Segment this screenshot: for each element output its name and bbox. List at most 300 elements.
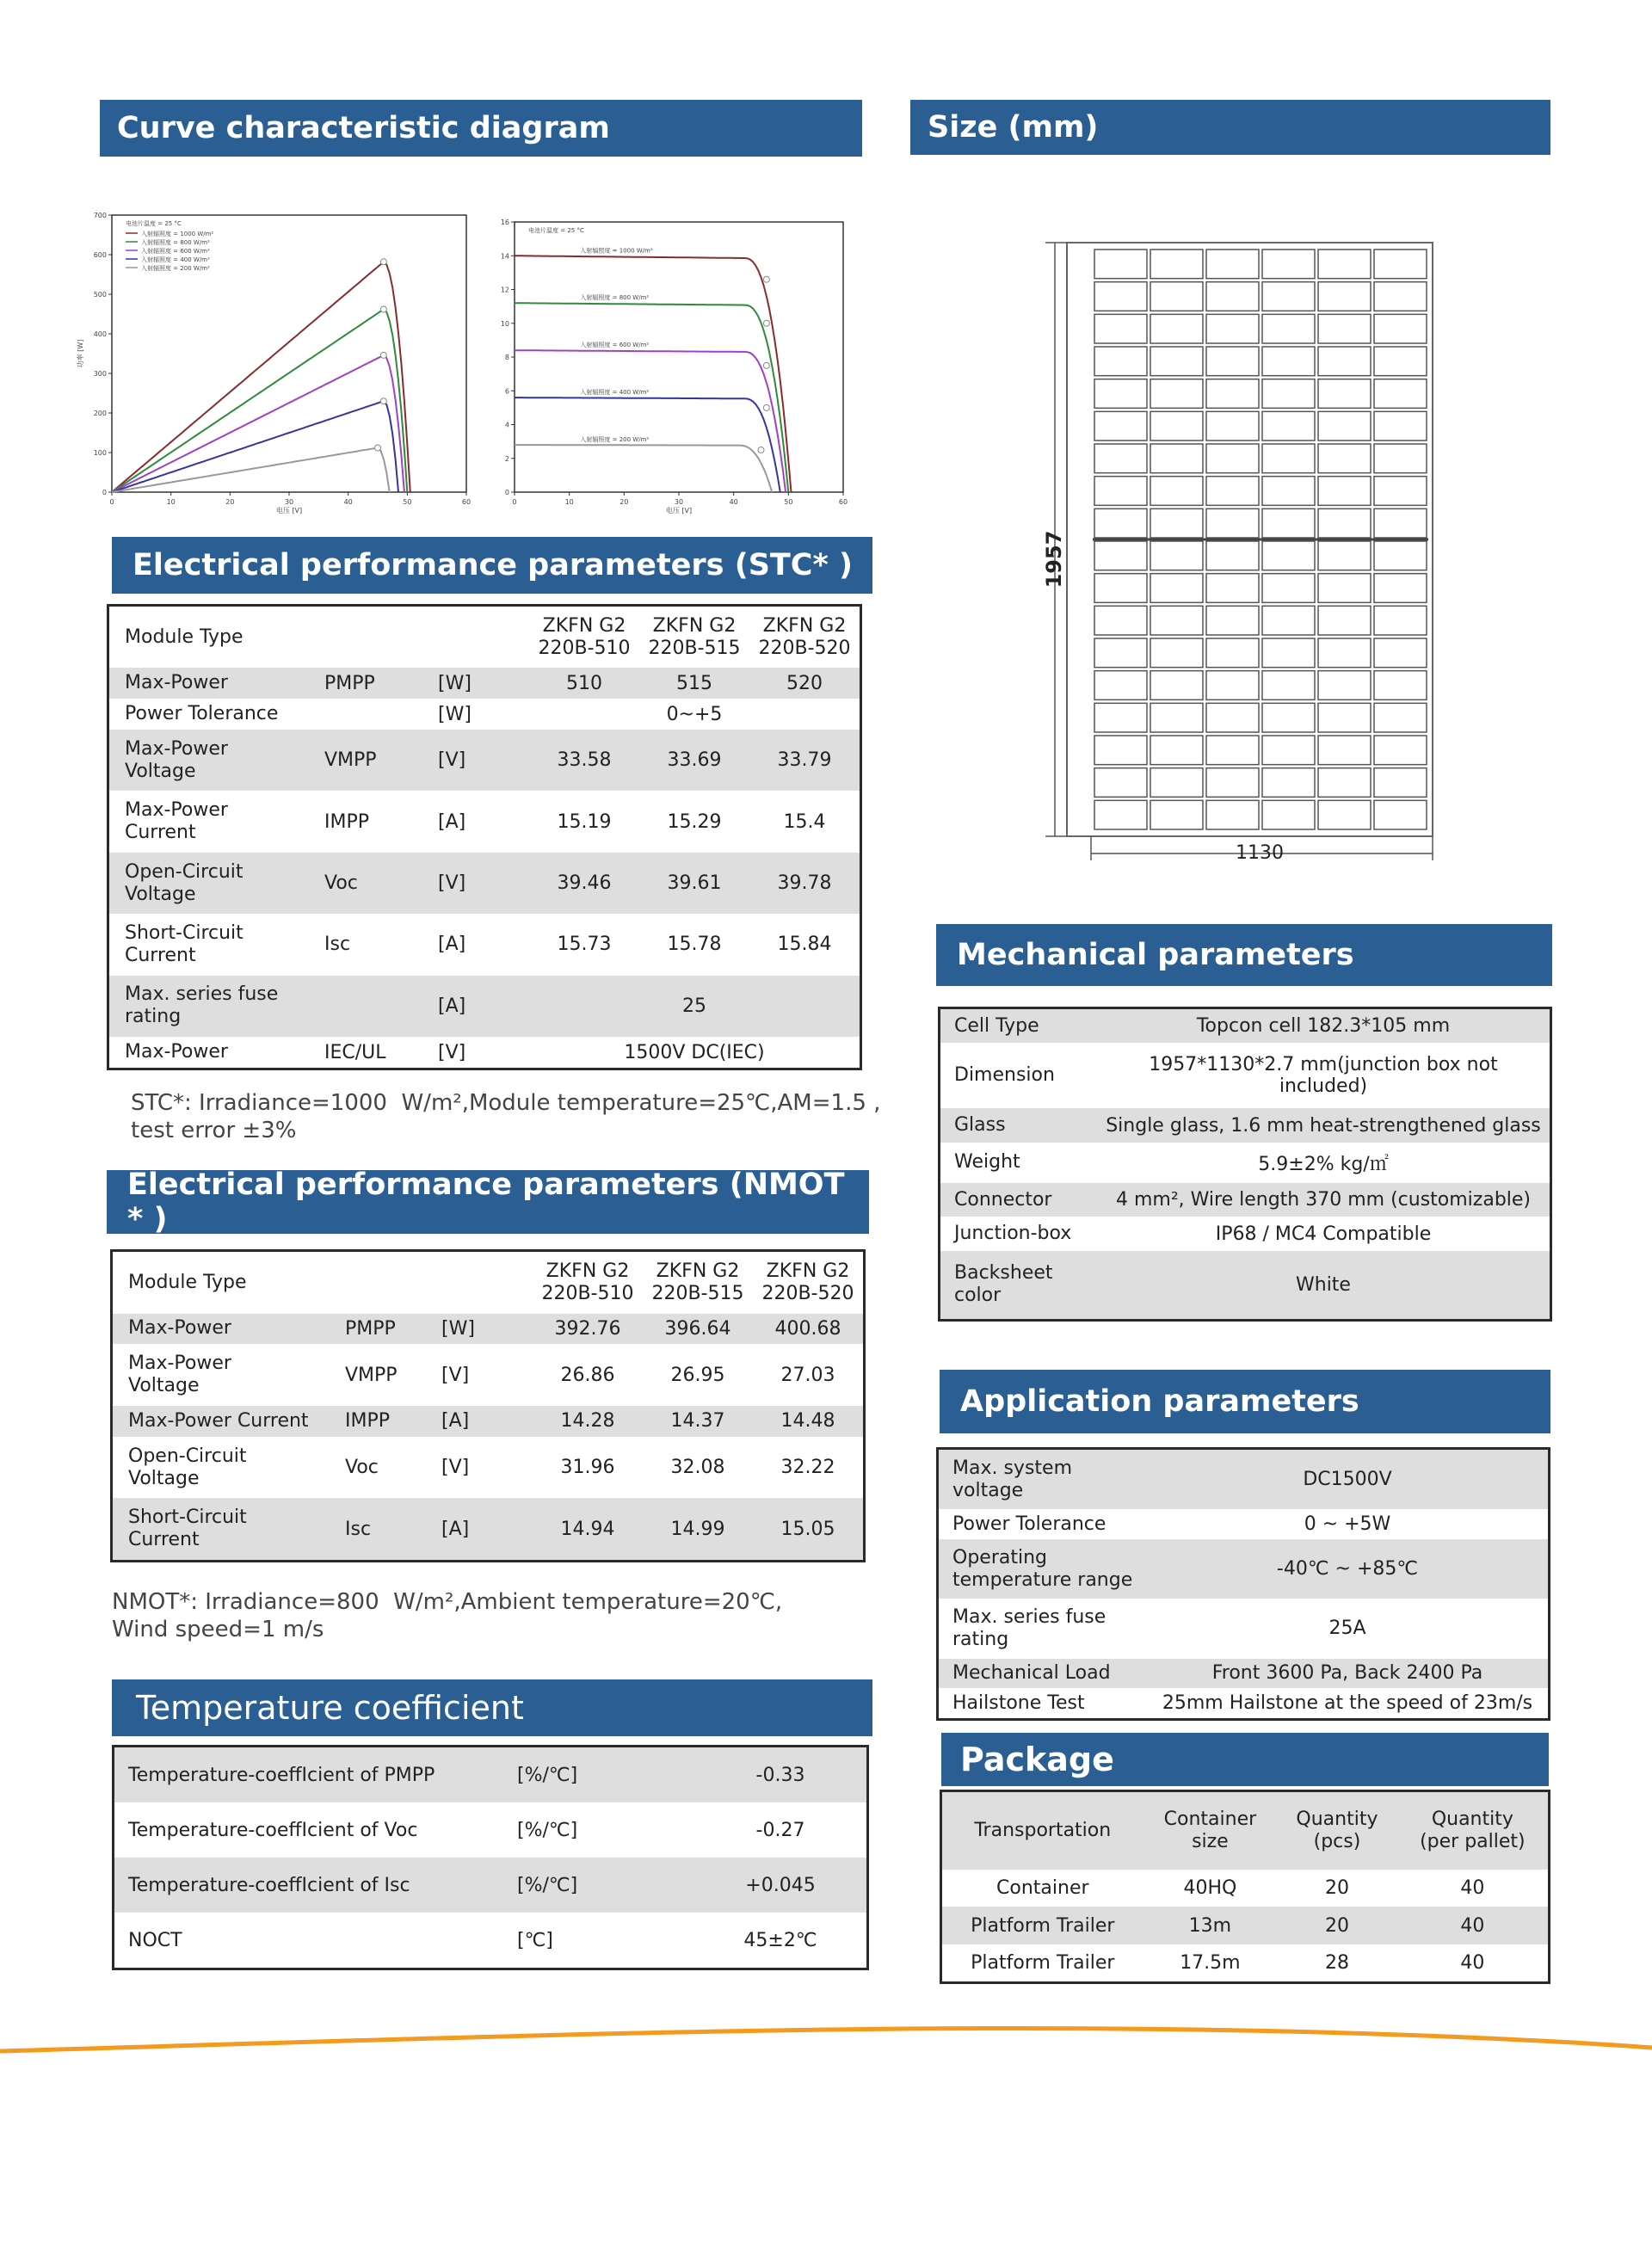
nmot-note: NMOT*: Irradiance=800 W/m²,Ambient temperature=20℃, Wind speed=1 m/s — [112, 1589, 783, 1642]
panel-cell — [1318, 477, 1371, 506]
param-name: Short-Circuit Current — [125, 921, 243, 966]
curve-title: Curve characteristic diagram — [117, 111, 610, 145]
panel-cell — [1318, 638, 1371, 668]
app-param-value: 0 ~ +5W — [1304, 1513, 1391, 1536]
param-value: 15.84 — [777, 934, 832, 956]
table-header-row — [109, 607, 860, 668]
pkg-cell: 13m — [1188, 1914, 1232, 1937]
panel-cell — [1262, 379, 1315, 409]
table-row — [113, 1437, 863, 1499]
panel-cell — [1094, 800, 1147, 829]
y-tick-label: 16 — [500, 219, 509, 226]
pkg-cell: 40HQ — [1183, 1877, 1237, 1900]
param-value: 396.64 — [664, 1317, 731, 1340]
pkg-cell: 40 — [1460, 1877, 1485, 1900]
panel-cell — [1150, 347, 1203, 376]
temp-param-value: +0.045 — [745, 1874, 816, 1896]
mech-param-value: 5.9±2% kg/㎡ — [1258, 1153, 1389, 1175]
table-row — [113, 1406, 863, 1437]
table-row — [114, 1747, 866, 1802]
panel-cell — [1150, 508, 1203, 538]
param-symbol: IEC/UL — [324, 1041, 386, 1063]
panel-cell — [1318, 768, 1371, 798]
temp-param-name: Temperature-coeffIcient of PMPP — [128, 1764, 435, 1786]
panel-cell — [1094, 671, 1147, 700]
table-row — [109, 730, 860, 791]
panel-cell — [1206, 282, 1259, 311]
y-tick-label: 12 — [500, 286, 509, 294]
table-row — [114, 1802, 866, 1858]
header-model: ZKFN G2 220B-520 — [758, 614, 851, 659]
panel-cell — [1374, 444, 1427, 473]
legend-entry: 入射辐照度 = 400 W/m² — [141, 256, 210, 263]
table-row — [109, 1037, 860, 1068]
panel-cell — [1094, 250, 1147, 279]
param-unit: [W] — [441, 1317, 475, 1340]
pkg-cell: 40 — [1460, 1951, 1485, 1974]
mech-param-value: Topcon cell 182.3*105 mm — [1196, 1015, 1451, 1038]
param-unit: [V] — [438, 749, 466, 772]
panel-cell — [1094, 768, 1147, 798]
app-param-name: Mechanical Load — [952, 1661, 1111, 1684]
header-label: Module Type — [128, 1272, 247, 1294]
param-value: 15.4 — [783, 810, 826, 833]
param-unit: [A] — [441, 1518, 470, 1540]
panel-cell — [1374, 379, 1427, 409]
mpp-point — [763, 362, 769, 368]
param-value: 515 — [676, 672, 712, 694]
plot-area — [515, 222, 843, 492]
param-symbol: Voc — [345, 1457, 379, 1479]
curve-label: 入射辐照度 = 600 W/m² — [580, 342, 650, 349]
panel-cell — [1262, 282, 1315, 311]
header-label: Module Type — [125, 626, 243, 649]
param-value: 510 — [566, 672, 602, 694]
panel-cell — [1150, 250, 1203, 279]
param-value: 15.78 — [667, 934, 722, 956]
y-tick-label: 400 — [93, 330, 107, 338]
table-row — [942, 1907, 1548, 1944]
panel-cell — [1150, 606, 1203, 635]
app-param-name: Power Tolerance — [952, 1513, 1106, 1535]
app-param-value: 25A — [1328, 1618, 1366, 1640]
y-tick-label: 100 — [93, 449, 107, 457]
x-tick-label: 10 — [166, 498, 176, 506]
panel-cell — [1150, 671, 1203, 700]
panel-cell — [1262, 347, 1315, 376]
table-row — [940, 1217, 1550, 1250]
mpp-point — [380, 352, 386, 358]
panel-cell — [1206, 606, 1259, 635]
panel-cell — [1206, 638, 1259, 668]
panel-cell — [1262, 768, 1315, 798]
panel-cell — [1206, 477, 1259, 506]
header-unit — [433, 607, 529, 668]
param-name: Max-Power Voltage — [128, 1353, 231, 1397]
param-value: 15.73 — [557, 934, 612, 956]
param-name: Max-Power — [125, 1041, 228, 1063]
table-row — [113, 1344, 863, 1406]
panel-cell — [1094, 638, 1147, 668]
param-symbol: IMPP — [345, 1410, 391, 1433]
param-value: 400.68 — [774, 1317, 841, 1340]
param-value: 27.03 — [780, 1364, 835, 1386]
height-dimension-label: 1957 — [1042, 530, 1066, 588]
table-row — [942, 1944, 1548, 1981]
mech-param-value: 1957*1130*2.7 mm(junction box not included) — [1149, 1054, 1498, 1098]
panel-cell — [1262, 606, 1315, 635]
param-name: Open-Circuit Voltage — [125, 860, 243, 905]
curve-label: 入射辐照度 = 400 W/m² — [580, 389, 650, 397]
table-row — [940, 1251, 1550, 1319]
panel-cell — [1374, 411, 1427, 441]
panel-cell — [1094, 411, 1147, 441]
param-unit: [A] — [438, 810, 466, 833]
table-row — [109, 668, 860, 699]
pkg-header-cell: Quantity (pcs) — [1296, 1809, 1378, 1853]
param-symbol: Isc — [324, 934, 351, 956]
param-value: 39.46 — [557, 872, 612, 895]
temp-param-unit: [%/℃] — [517, 1874, 578, 1896]
panel-cell — [1206, 703, 1259, 732]
panel-cell — [1318, 574, 1371, 603]
y-tick-label: 500 — [93, 291, 107, 299]
header-sym — [340, 1252, 436, 1314]
mpp-point — [763, 404, 769, 410]
param-unit: [A] — [438, 995, 466, 1017]
pkg-table — [940, 1790, 1550, 1984]
param-value: 26.86 — [560, 1364, 615, 1386]
panel-cell — [1206, 541, 1259, 570]
table-header-row — [113, 1252, 863, 1314]
panel-cell — [1374, 541, 1427, 570]
pkg-cell: 20 — [1324, 1877, 1349, 1900]
panel-cell — [1206, 671, 1259, 700]
panel-cell — [1262, 671, 1315, 700]
header-model: ZKFN G2 220B-510 — [538, 614, 631, 659]
pkg-title: Package — [960, 1741, 1114, 1778]
param-value: 14.28 — [560, 1410, 615, 1433]
panel-cell — [1318, 703, 1371, 732]
panel-cell — [1262, 444, 1315, 473]
panel-cell — [1262, 574, 1315, 603]
param-value: 33.58 — [557, 749, 612, 772]
param-name: Max-Power Current — [125, 799, 228, 844]
param-symbol: Isc — [345, 1518, 372, 1540]
table-row — [114, 1913, 866, 1968]
table-row — [939, 1450, 1548, 1509]
y-tick-label: 200 — [93, 410, 107, 417]
mpp-point — [758, 447, 764, 453]
table-row — [939, 1599, 1548, 1658]
panel-cell — [1262, 411, 1315, 441]
param-unit: [V] — [441, 1457, 470, 1479]
param-value: 15.19 — [557, 810, 612, 833]
param-name: Max-Power — [128, 1317, 231, 1340]
panel-cell — [1318, 800, 1371, 829]
header-model: ZKFN G2 220B-515 — [648, 614, 741, 659]
table-row — [940, 1143, 1550, 1183]
pkg-header-cell: Transportation — [974, 1820, 1112, 1842]
panel-cell — [1206, 736, 1259, 765]
app-param-name: Max. series fuse rating — [952, 1605, 1106, 1650]
y-tick-label: 0 — [102, 489, 107, 496]
size-title: Size (mm) — [928, 110, 1099, 145]
panel-cell — [1262, 477, 1315, 506]
table-row — [939, 1509, 1548, 1539]
app-param-name: Max. system voltage — [952, 1457, 1073, 1501]
y-tick-label: 2 — [504, 454, 509, 463]
panel-cell — [1094, 736, 1147, 765]
panel-cell — [1094, 541, 1147, 570]
panel-cell — [1094, 282, 1147, 311]
y-tick-label: 700 — [93, 212, 107, 219]
panel-cell — [1094, 508, 1147, 538]
legend-title: 电池片温度 = 25 °C — [126, 220, 182, 227]
temp-param-unit: [℃] — [517, 1929, 553, 1951]
table-row — [940, 1183, 1550, 1217]
x-axis-label: 电压 [V] — [665, 507, 693, 515]
iv-curve-chart — [475, 213, 848, 516]
panel-cell — [1374, 250, 1427, 279]
panel-cell — [1206, 508, 1259, 538]
param-value: 520 — [786, 672, 823, 694]
x-tick-label: 50 — [784, 498, 793, 506]
param-symbol: IMPP — [324, 810, 370, 833]
panel-cell — [1206, 768, 1259, 798]
mech-param-name: Junction-box — [954, 1223, 1072, 1245]
header-unit — [436, 1252, 533, 1314]
stc-note: STC*: Irradiance=1000 W/m²,Module temperature=25℃,AM=1.5 , test error ±3% — [131, 1090, 881, 1143]
panel-cell — [1150, 541, 1203, 570]
y-tick-label: 10 — [500, 319, 509, 328]
mpp-point — [380, 398, 386, 404]
param-symbol: VMPP — [345, 1364, 398, 1386]
param-value: 14.37 — [670, 1410, 725, 1433]
panel-cell — [1318, 250, 1371, 279]
panel-cell — [1150, 444, 1203, 473]
panel-cell — [1094, 314, 1147, 343]
decorative-wave — [0, 2013, 1652, 2065]
legend-entry: 入射辐照度 = 1000 W/m² — [141, 231, 214, 237]
param-value: 0~+5 — [666, 703, 723, 725]
param-value: 33.69 — [667, 749, 722, 772]
table-row — [113, 1314, 863, 1345]
param-name: Max-Power — [125, 672, 228, 694]
table-row — [109, 699, 860, 730]
panel-cell — [1374, 800, 1427, 829]
table-row — [940, 1043, 1550, 1108]
mech-table — [938, 1007, 1552, 1322]
mech-param-name: Dimension — [954, 1064, 1055, 1087]
x-tick-label: 0 — [512, 498, 517, 506]
x-tick-label: 20 — [620, 498, 629, 506]
panel-cell — [1206, 574, 1259, 603]
panel-cell — [1094, 444, 1147, 473]
param-value: 392.76 — [554, 1317, 621, 1340]
panel-cell — [1094, 347, 1147, 376]
mech-title: Mechanical parameters — [957, 938, 1354, 972]
param-unit: [V] — [441, 1364, 470, 1386]
curve-label: 入射辐照度 = 200 W/m² — [580, 436, 650, 444]
temp-param-unit: [%/℃] — [517, 1764, 578, 1786]
mech-param-name: Cell Type — [954, 1014, 1039, 1037]
panel-cell — [1262, 314, 1315, 343]
panel-cell — [1318, 314, 1371, 343]
legend-title: 电池片温度 = 25 °C — [528, 227, 584, 234]
panel-cell — [1374, 347, 1427, 376]
panel-cell — [1150, 800, 1203, 829]
y-tick-label: 14 — [500, 252, 509, 261]
app-title: Application parameters — [960, 1384, 1359, 1419]
table-row — [109, 791, 860, 852]
panel-cell — [1150, 638, 1203, 668]
table-row — [942, 1870, 1548, 1907]
mpp-point — [380, 259, 386, 265]
table-row — [109, 914, 860, 975]
panel-cell — [1318, 736, 1371, 765]
param-value: 33.79 — [777, 749, 832, 772]
x-axis-label: 电压 [V] — [275, 507, 303, 515]
mech-param-value: IP68 / MC4 Compatible — [1215, 1223, 1432, 1245]
y-tick-label: 6 — [504, 387, 509, 396]
x-tick-label: 0 — [109, 498, 114, 506]
x-tick-label: 40 — [343, 498, 353, 506]
x-tick-label: 60 — [461, 498, 472, 506]
param-value: 15.29 — [667, 810, 722, 833]
panel-cell — [1206, 314, 1259, 343]
panel-cell — [1262, 541, 1315, 570]
table-row — [940, 1108, 1550, 1142]
panel-cell — [1262, 508, 1315, 538]
panel-cell — [1262, 250, 1315, 279]
pkg-cell: Platform Trailer — [971, 1914, 1115, 1937]
table-row — [113, 1498, 863, 1560]
legend-entry: 入射辐照度 = 800 W/m² — [141, 239, 210, 246]
header-model: ZKFN G2 220B-520 — [761, 1260, 854, 1304]
param-name: Max-Power Voltage — [125, 737, 228, 782]
panel-cell — [1206, 800, 1259, 829]
param-symbol — [319, 976, 433, 1037]
panel-cell — [1374, 282, 1427, 311]
temp-title: Temperature coefficient — [136, 1689, 524, 1727]
temp-table — [112, 1745, 869, 1970]
panel-cell — [1318, 347, 1371, 376]
temp-banner — [112, 1679, 872, 1736]
param-value: 39.61 — [667, 872, 722, 895]
panel-size-drawing — [1041, 232, 1446, 869]
param-symbol: Voc — [324, 872, 358, 895]
temp-param-name: Temperature-coeffIcient of Voc — [128, 1819, 418, 1841]
table-row — [939, 1539, 1548, 1599]
table-row — [939, 1688, 1548, 1718]
panel-cell — [1094, 606, 1147, 635]
mech-param-name: Connector — [954, 1188, 1052, 1211]
table-row — [109, 976, 860, 1037]
panel-cell — [1150, 282, 1203, 311]
panel-cell — [1206, 347, 1259, 376]
legend-entry: 入射辐照度 = 600 W/m² — [141, 248, 210, 255]
panel-cell — [1150, 703, 1203, 732]
app-param-name: Hailstone Test — [952, 1691, 1085, 1714]
panel-cell — [1374, 671, 1427, 700]
pkg-cell: 40 — [1460, 1914, 1485, 1937]
param-value: 32.08 — [670, 1457, 725, 1479]
stc-table — [107, 604, 862, 1070]
param-value: 25 — [682, 995, 706, 1017]
panel-cell — [1374, 638, 1427, 668]
param-unit: [A] — [441, 1410, 470, 1433]
panel-cell — [1206, 444, 1259, 473]
curve-label: 入射辐照度 = 1000 W/m² — [580, 247, 653, 255]
param-symbol: PMPP — [324, 672, 375, 694]
param-unit: [V] — [438, 1041, 466, 1063]
nmot-title: Electrical performance parameters (NMOT * ) — [127, 1168, 845, 1236]
y-tick-label: 300 — [93, 370, 107, 378]
mech-param-value: White — [1296, 1273, 1351, 1296]
temp-param-value: 45±2℃ — [743, 1929, 817, 1951]
mech-param-name: Weight — [954, 1151, 1020, 1174]
param-name: Max-Power Current — [128, 1409, 309, 1432]
curve-banner — [100, 100, 862, 157]
header-model: ZKFN G2 220B-510 — [541, 1260, 634, 1304]
panel-cell — [1150, 379, 1203, 409]
curve-label: 入射辐照度 = 800 W/m² — [580, 294, 650, 302]
mech-param-value: 4 mm², Wire length 370 mm (customizable) — [1115, 1189, 1532, 1211]
param-symbol: PMPP — [345, 1317, 396, 1340]
mpp-point — [763, 320, 769, 326]
panel-cell — [1374, 574, 1427, 603]
table-row — [940, 1009, 1550, 1043]
panel-cell — [1094, 477, 1147, 506]
legend-entry: 入射辐照度 = 200 W/m² — [141, 265, 210, 272]
panel-cell — [1318, 282, 1371, 311]
y-axis-label: 功率 [W] — [77, 339, 84, 368]
panel-cell — [1374, 606, 1427, 635]
panel-cell — [1374, 314, 1427, 343]
mech-param-name: Glass — [954, 1114, 1006, 1137]
pkg-header-cell: Container size — [1163, 1809, 1257, 1853]
app-param-value: -40℃ ~ +85℃ — [1276, 1558, 1419, 1581]
param-unit: [W] — [438, 672, 472, 694]
param-value: 1500V DC(IEC) — [624, 1041, 765, 1063]
panel-cell — [1262, 736, 1315, 765]
param-value: 14.94 — [560, 1518, 615, 1540]
param-value: 14.99 — [670, 1518, 725, 1540]
table-row — [114, 1858, 866, 1913]
panel-cell — [1374, 736, 1427, 765]
app-param-name: Operating temperature range — [952, 1546, 1133, 1591]
panel-cell — [1150, 314, 1203, 343]
app-banner — [940, 1370, 1550, 1433]
app-param-value: DC1500V — [1303, 1469, 1392, 1491]
y-tick-label: 8 — [504, 354, 509, 361]
stc-banner — [112, 537, 872, 594]
x-tick-label: 20 — [225, 498, 235, 506]
param-value: 39.78 — [777, 872, 832, 895]
panel-cell — [1318, 606, 1371, 635]
param-unit: [V] — [438, 872, 466, 895]
mech-param-value: Single glass, 1.6 mm heat-strengthened glass — [1106, 1114, 1541, 1137]
panel-cell — [1094, 703, 1147, 732]
param-name: Power Tolerance — [125, 703, 279, 725]
pkg-cell: Container — [996, 1877, 1089, 1900]
temp-param-name: Temperature-coeffIcient of Isc — [128, 1874, 410, 1896]
mpp-point — [763, 276, 769, 282]
pkg-banner — [941, 1733, 1549, 1786]
param-name: Open-Circuit Voltage — [128, 1445, 247, 1489]
x-tick-label: 10 — [564, 498, 574, 506]
